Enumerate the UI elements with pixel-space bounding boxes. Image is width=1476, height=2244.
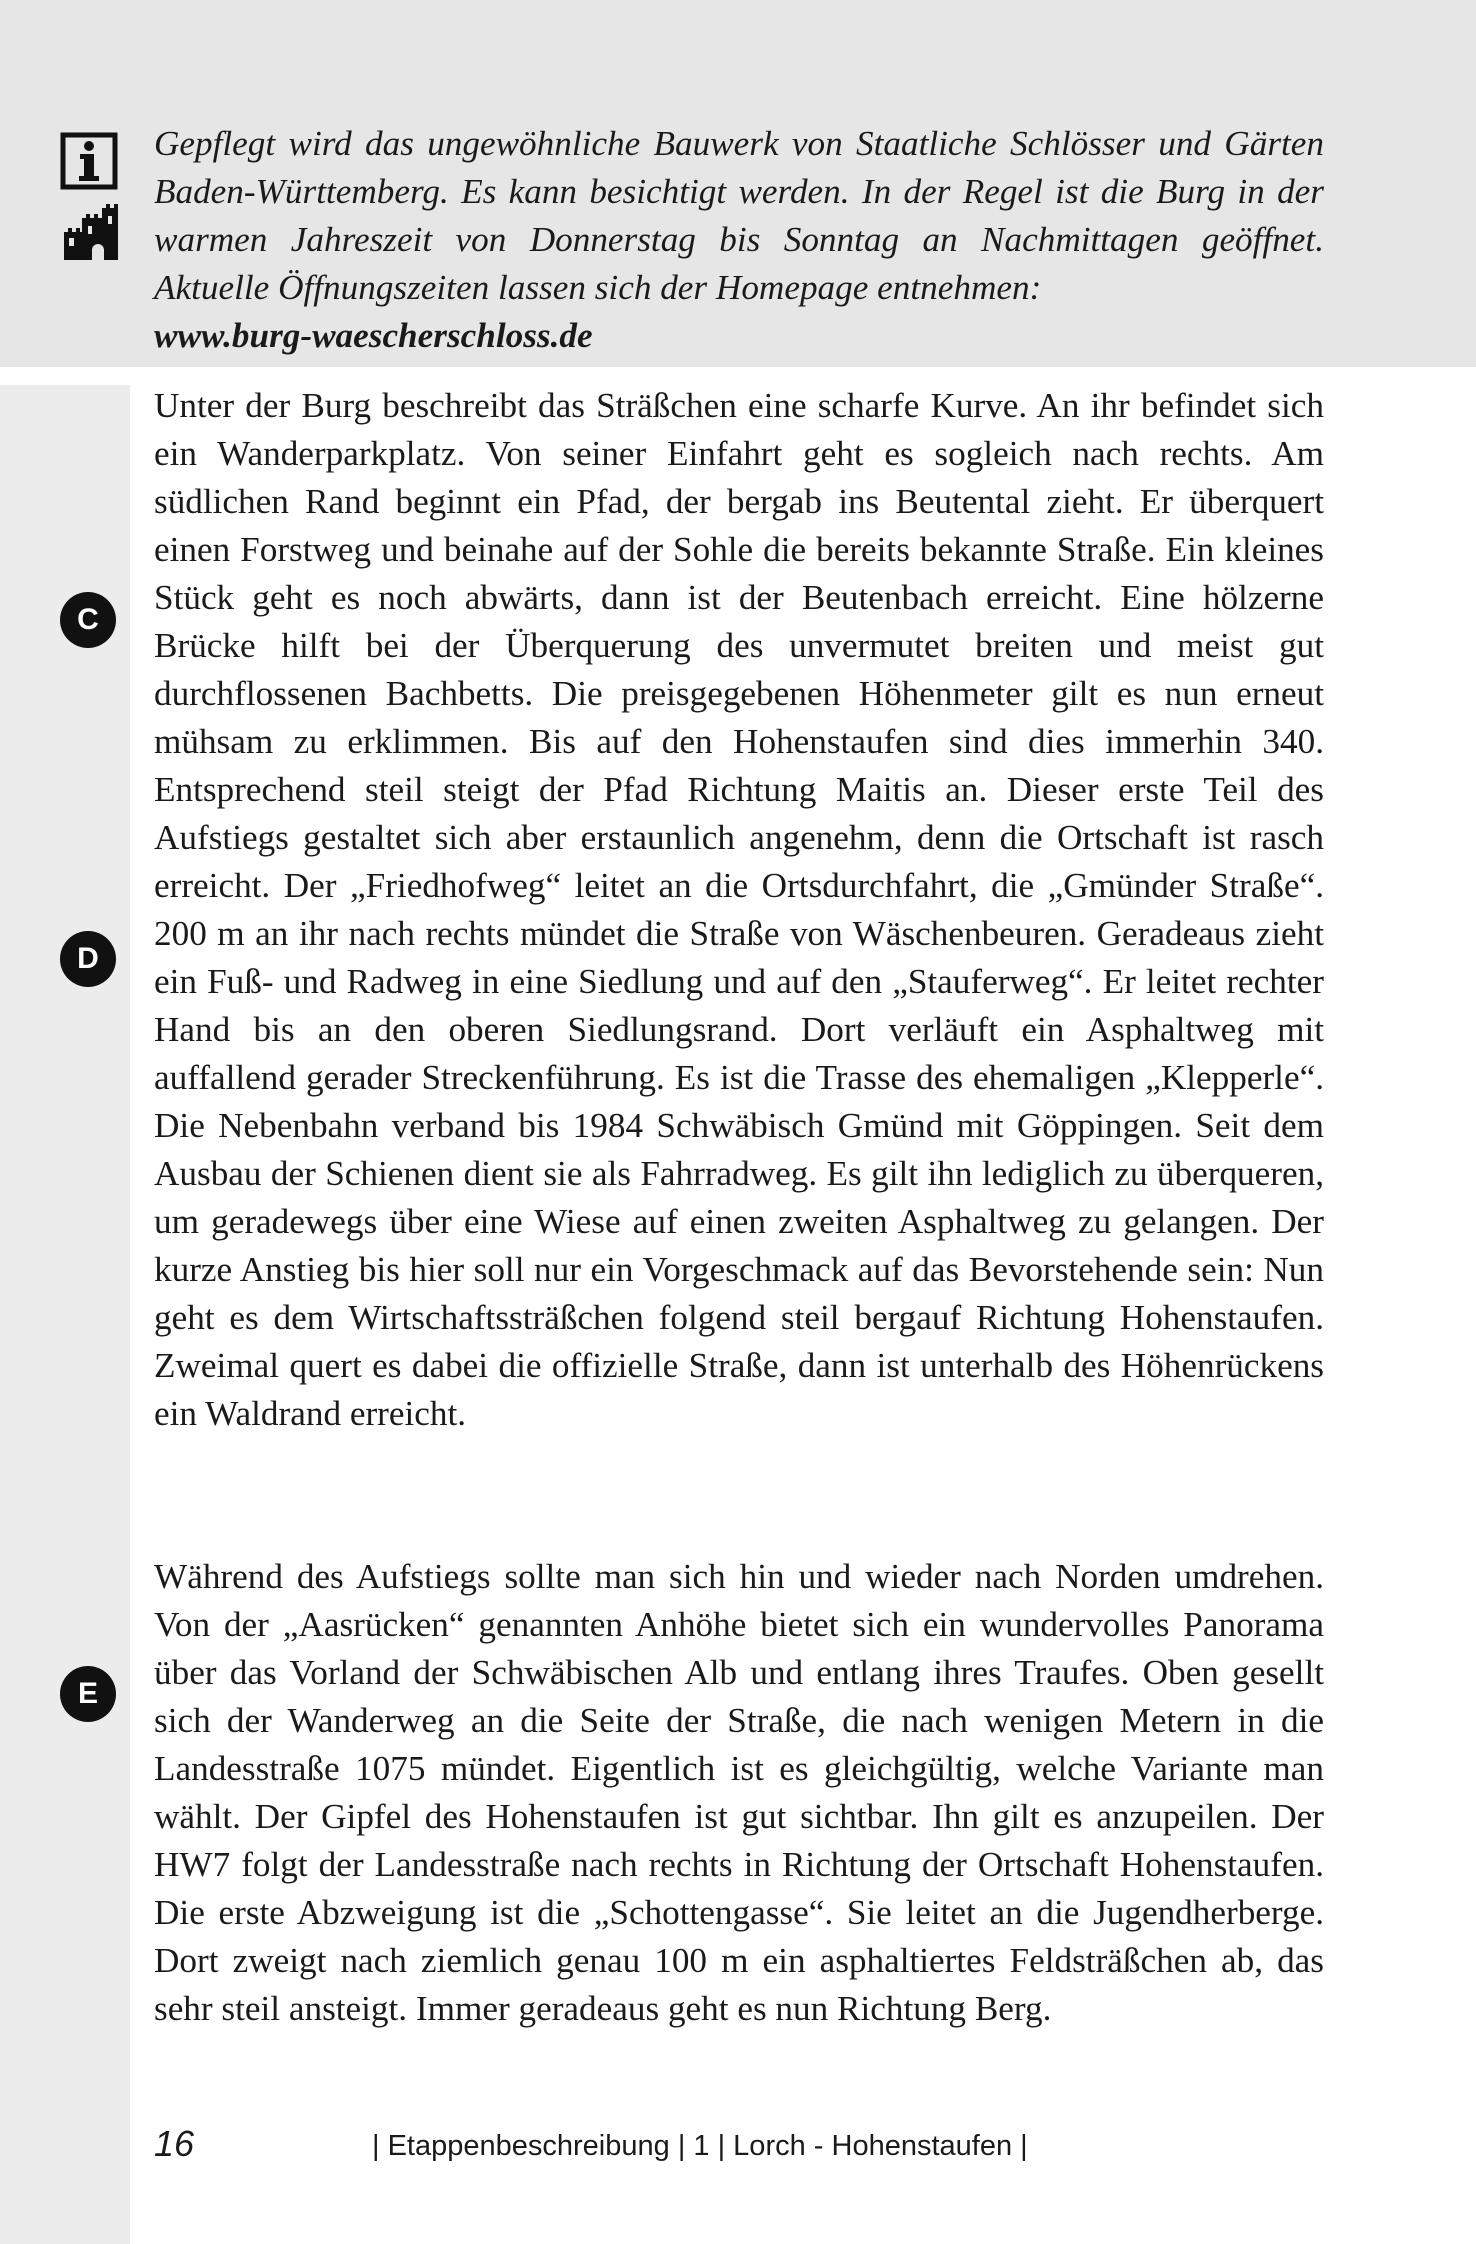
waypoint-marker-e: E bbox=[60, 1666, 116, 1722]
footer-breadcrumb: | Etappenbeschreibung | 1 | Lorch - Hohenstaufen | bbox=[372, 2130, 1028, 2162]
info-description: Gepflegt wird das ungewöhnliche Bauwerk von Staatliche Schlösser und Gärten Baden-Württemberg. Es kann besichtigt werden. In der Regel ist die Burg in der warmen Jahreszeit von Donnerstag bis Sonntag an Nachmittagen geöffnet. Aktuelle Öffnungszeiten lassen sich der Homepage entnehmen: bbox=[154, 124, 1324, 307]
page-number: 16 bbox=[154, 2123, 195, 2164]
castle-icon bbox=[60, 202, 120, 260]
info-icon bbox=[60, 132, 118, 190]
margin-strip bbox=[0, 385, 130, 2244]
waypoint-marker-d: D bbox=[60, 931, 116, 987]
body-paragraph-2: Während des Aufstiegs sollte man sich hin und wieder nach Norden umdrehen. Von der „Aasrücken“ genannten Anhöhe bietet sich ein wundervolles Panorama über das Vorland der Schwäbischen Alb und entlang ihres Traufes. Oben gesellt sich der Wanderweg an die Seite der Straße, die nach wenigen Metern in die Landesstraße 1075 mündet. Eigentlich ist es gleichgültig, welche Variante man wählt. Der Gipfel des Hohenstaufen ist gut sichtbar. Ihn gilt es anzupeilen. Der HW7 folgt der Landesstraße nach rechts in Richtung der Ortschaft Hohenstaufen. Die erste Abzweigung ist die „Schottengasse“. Sie leitet an die Jugendherberge. Dort zweigt nach ziemlich genau 100 m ein asphaltiertes Feldsträßchen ab, das sehr steil ansteigt. Immer geradeaus geht es nun Richtung Berg. bbox=[154, 1557, 1324, 2028]
waypoint-marker-c: C bbox=[60, 592, 116, 648]
body-paragraph-1: Unter der Burg beschreibt das Sträßchen eine scharfe Kurve. An ihr befindet sich ein Wanderparkplatz. Von seiner Einfahrt geht es sogleich nach rechts. Am südlichen Rand beginnt ein Pfad, der bergab ins Beutental zieht. Er überquert einen Forstweg und beinahe auf der Sohle die bereits bekannte Straße. Ein kleines Stück geht es noch abwärts, dann ist der Beutenbach erreicht. Eine hölzerne Brücke hilft bei der Überquerung des unvermutet breiten und meist gut durchflossenen Bachbetts. Die preisgegebenen Höhenmeter gilt es nun erneut mühsam zu erklimmen. Bis auf den Hohenstaufen sind dies immerhin 340. Entsprechend steil steigt der Pfad Richtung Maitis an. Dieser erste Teil des Aufstiegs gestaltet sich aber erstaunlich angenehm, denn die Ortschaft ist rasch erreicht. Der „Friedhofweg“ leitet an die Ortsdurchfahrt, die „Gmünder Straße“. 200 m an ihr nach rechts mündet die Straße von Wäschenbeuren. Geradeaus zieht ein Fuß- und Radweg in eine Siedlung und auf den „Stauferweg“. Er leitet rechter Hand bis an den oberen Siedlungsrand. Dort verläuft ein Asphaltweg mit auffallend gerader Streckenführung. Es ist die Trasse des ehemaligen „Klepperle“. Die Nebenbahn verband bis 1984 Schwäbisch Gmünd mit Göppingen. Seit dem Ausbau der Schienen dient sie als Fahrradweg. Es gilt ihn lediglich zu überqueren, um geradewegs über eine Wiese auf einen zweiten Asphaltweg zu gelangen. Der kurze Anstieg bis hier soll nur ein Vorgeschmack auf das Bevorstehende sein: Nun geht es dem Wirtschaftssträßchen folgend steil bergauf Richtung Hohenstaufen. Zweimal quert es dabei die offizielle Straße, dann ist unterhalb des Höhenrückens ein Waldrand erreicht. bbox=[154, 386, 1324, 1433]
homepage-link[interactable]: www.burg-waescherschloss.de bbox=[154, 316, 593, 355]
info-text bbox=[154, 120, 1324, 360]
